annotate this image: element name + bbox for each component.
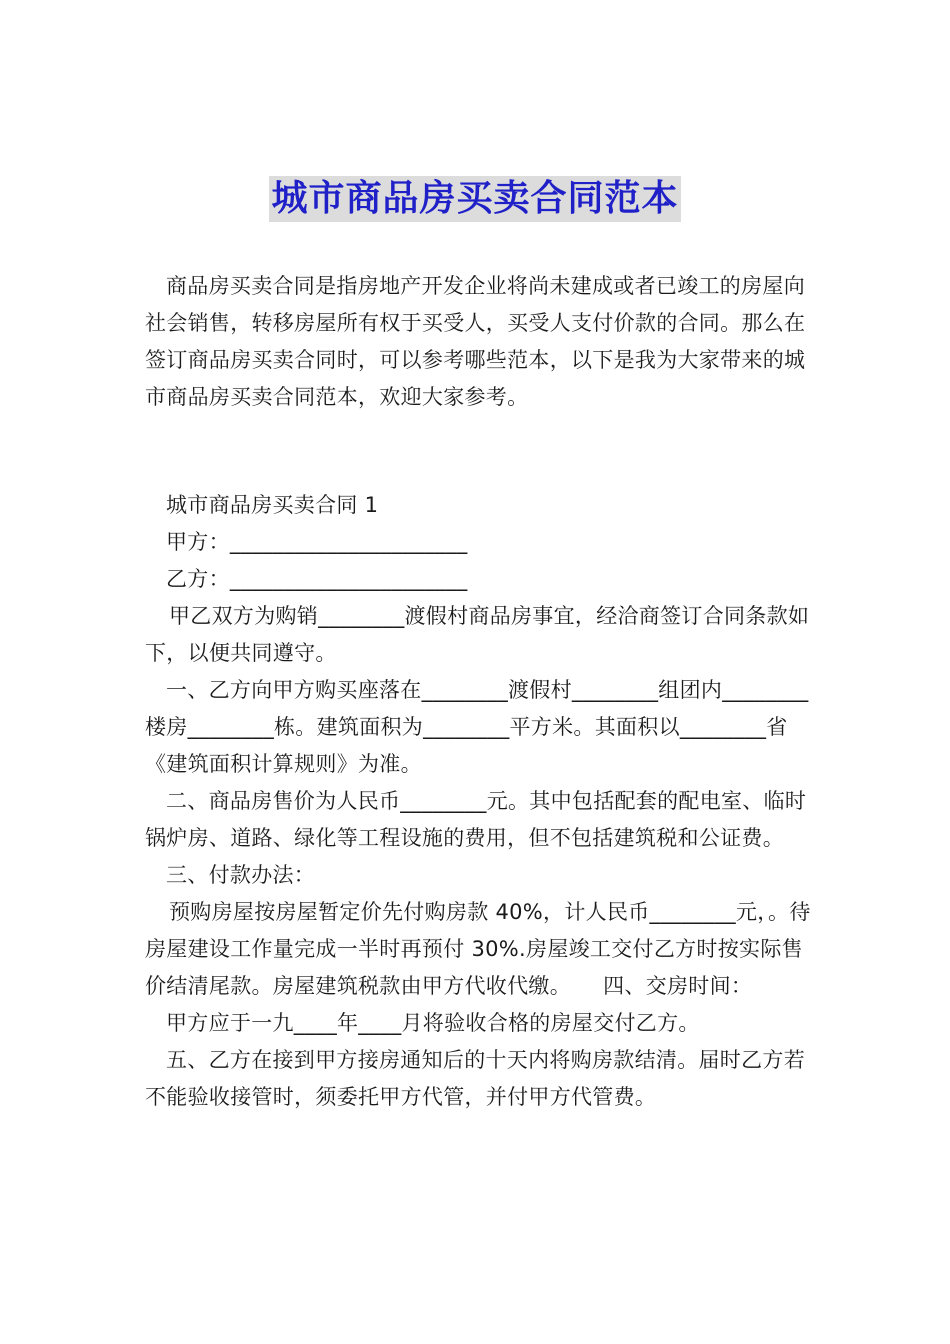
clause-5: 五、乙方在接到甲方接房通知后的十天内将购房款结清。届时乙方若不能验收接管时，须委托甲方代管，并付甲方代管费。 — [145, 1048, 805, 1109]
clause-4-body: 甲方应于一九____年____月将验收合格的房屋交付乙方。 — [166, 1011, 700, 1035]
title-container — [0, 176, 950, 222]
contract-body — [145, 487, 813, 1116]
intro-paragraph: 商品房买卖合同是指房地产开发企业将尚未建成或者已竣工的房屋向社会销售，转移房屋所有权于买受人，买受人支付价款的合同。那么在签订商品房买卖合同时，可以参考哪些范本，以下是我为大家带来的城市商品房买卖合同范本，欢迎大家参考。 — [145, 274, 806, 409]
party-a-line: 甲方：______________________ — [166, 530, 468, 554]
clause-3-body: 预购房屋按房屋暂定价先付购房款 40%，计人民币________元，。待房屋建设工作量完成一半时再预付 30%.房屋竣工交付乙方时按实际售价结清尾款。房屋建筑税款由甲方代收代缴。 四、交房时间： — [145, 900, 811, 998]
document-title: 城市商品房买卖合同范本 — [269, 176, 680, 222]
clause-3-heading: 三、付款办法： — [166, 863, 316, 887]
party-b-line: 乙方：______________________ — [166, 567, 468, 591]
contract-heading: 城市商品房买卖合同 1 — [166, 493, 379, 517]
clause-1: 一、乙方向甲方购买座落在________渡假村________组团内________楼房________栋。建筑面积为________平方米。其面积以________省《建筑面积计算规则》为准。 — [145, 678, 809, 776]
clause-preamble: 甲乙双方为购销________渡假村商品房事宜，经洽商签订合同条款如下，以便共同遵守。 — [145, 604, 810, 665]
clause-2: 二、商品房售价为人民币________元。其中包括配套的配电室、临时锅炉房、道路、绿化等工程设施的费用，但不包括建筑税和公证费。 — [145, 789, 807, 850]
